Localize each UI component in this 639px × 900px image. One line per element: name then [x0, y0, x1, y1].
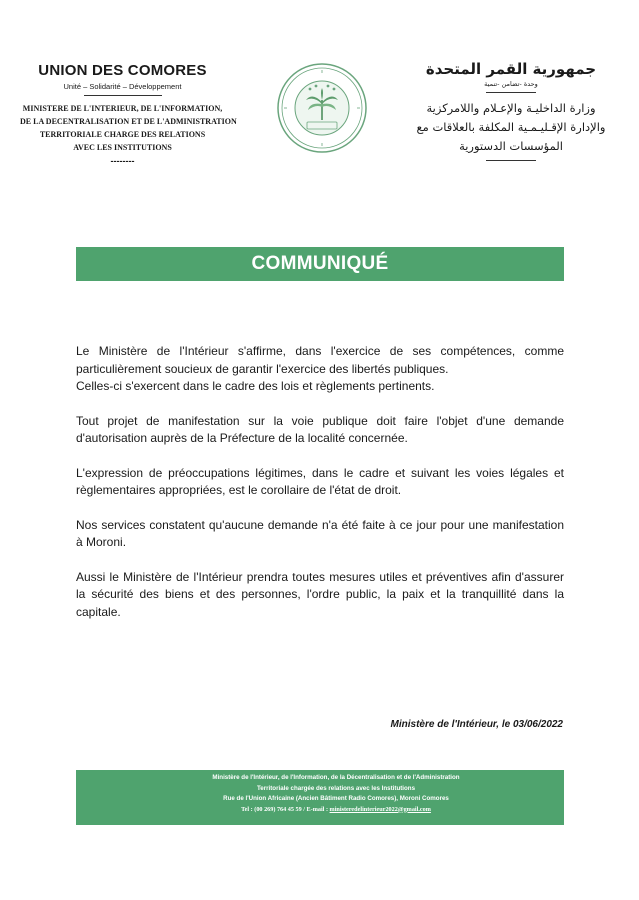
- communique-body: [76, 343, 564, 638]
- paragraph-1b: Celles-ci s'exercent dans le cadre des lois et règlements pertinents.: [76, 379, 435, 393]
- dash-divider: --------: [110, 156, 135, 166]
- footer-tel: Tel : (00 269) 764 45 59 / E-mail :: [241, 805, 330, 813]
- footer-contact: [146, 805, 526, 816]
- ministry-line: AVEC LES INSTITUTIONS: [73, 143, 172, 152]
- ministry-seal-icon: [276, 62, 368, 154]
- header-right: [400, 60, 622, 161]
- divider: [486, 92, 536, 93]
- header-left: [20, 62, 237, 166]
- paragraph-1-line-2: particulièrement soucieux de garantir l'exercice des libertés publiques.: [76, 361, 449, 376]
- motto-ar: وحدة -تضامن -تنمية: [484, 80, 538, 88]
- divider: [486, 160, 536, 161]
- communique-title: COMMUNIQUÉ: [251, 253, 389, 274]
- footer-line-3: Rue de l'Union Africaine (Ancien Bâtiment Radio Comores), Moroni Comores: [223, 795, 449, 802]
- ministry-name-fr: [20, 102, 237, 154]
- footer-bar: [76, 770, 564, 825]
- country-name-ar: جمهورية القمر المتحدة: [425, 60, 597, 78]
- ministry-line: TERRITORIALE CHARGE DES RELATIONS: [39, 130, 206, 139]
- country-name-fr: UNION DES COMORES: [38, 62, 207, 79]
- paragraph-1: [76, 343, 564, 378]
- ministry-name-ar: [400, 99, 622, 156]
- communique-banner: [76, 247, 564, 281]
- signature-line: Ministère de l'Intérieur, le 03/06/2022: [390, 719, 563, 730]
- paragraph-3: L'expression de préoccupations légitimes, dans le cadre et suivant les voies légales et règlementaires appropriées, est le corollaire de l'état de droit.: [76, 465, 564, 497]
- divider: [84, 95, 162, 96]
- ministry-line-ar: والإدارة الإقـليـمـية المكلفة بالعلاقات مع: [416, 120, 606, 134]
- paragraph-2: Tout projet de manifestation sur la voie publique doit faire l'objet d'une demande d'autorisation auprès de la Préfecture de la localité concernée.: [76, 413, 564, 445]
- ministry-line: DE LA DECENTRALISATION ET DE L'ADMINISTRATION: [20, 117, 237, 126]
- ministry-line-ar: المؤسسات الدستورية: [459, 139, 563, 153]
- motto-fr: Unité – Solidarité – Développement: [63, 82, 182, 91]
- paragraph-4: Nos services constatent qu'aucune demande n'a été faite à ce jour pour une manifestation à Moroni.: [76, 517, 564, 549]
- footer-line-2: Territoriale chargée des relations avec les Institutions: [256, 784, 416, 792]
- ministry-line-ar: وزارة الداخليـة والإعـلام واللامركزية: [426, 101, 596, 115]
- paragraph-1-line-1: Le Ministère de l'Intérieur s'affirme, dans l'exercice de ses compétences, comme: [76, 344, 564, 358]
- footer-text: [146, 773, 526, 815]
- ministry-line: MINISTERE DE L'INTERIEUR, DE L'INFORMATION,: [22, 104, 223, 113]
- footer-email-link[interactable]: ministeredelinterieur2022@gmail.com: [329, 805, 431, 813]
- paragraph-5: Aussi le Ministère de l'Intérieur prendra toutes mesures utiles et préventives afin d'assurer la sécurité des biens et des personnes, l'ordre public, la paix et la tranquillité dans la capitale.: [76, 569, 564, 619]
- footer-line-1: Ministère de l'Intérieur, de l'Information, de la Décentralisation et de l'Administration: [212, 774, 460, 781]
